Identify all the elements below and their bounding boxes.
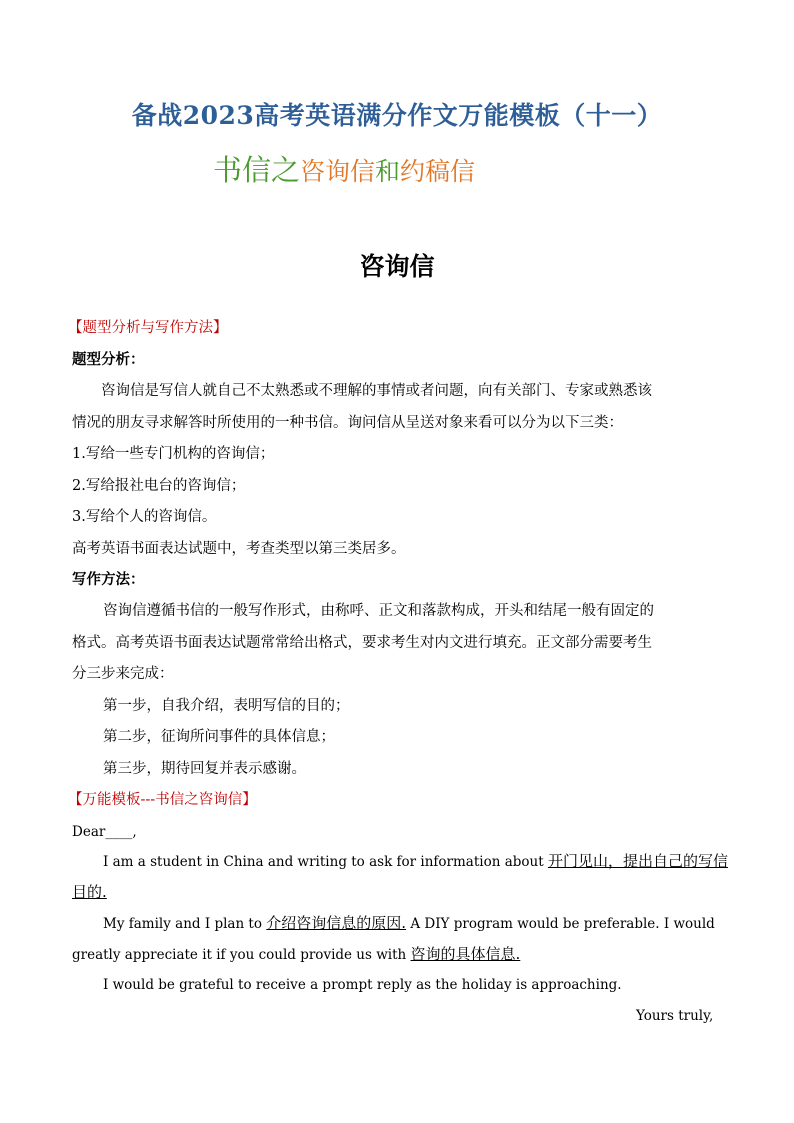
list-item-1: 1.写给一些专门机构的咨询信； (72, 446, 275, 462)
letter-signoff: Yours truly, (636, 1008, 714, 1024)
letter-line-1-placeholder: 开门见山，提出自己的写信 (547, 852, 728, 870)
letter-line-3 (103, 913, 715, 934)
analysis-paragraph-line-1: 咨询信是写信人就自己不太熟悉或不理解的事情或者问题，向有关部门、专家或熟悉该 (101, 383, 652, 399)
letter-line-3-rest: A DIY program would be preferable. I would (406, 916, 715, 932)
document-title: 备战2023高考英语满分作文万能模板（十一） (131, 101, 663, 130)
section-title: 咨询信 (359, 252, 435, 281)
letter-line-3-placeholder: 介绍咨询信息的原因. (266, 914, 407, 932)
letter-line-2-placeholder: 目的. (72, 883, 107, 901)
letter-line-3-text: My family and I plan to (103, 916, 267, 932)
letter-line-4-text: greatly appreciate it if you could provide us with (72, 947, 411, 963)
method-paragraph-line-3: 分三步来完成： (72, 666, 174, 682)
subtitle-part-1: 书信之 (213, 153, 301, 187)
document-subtitle (213, 148, 475, 189)
writing-method-label: 写作方法： (72, 571, 145, 588)
subtitle-part-2: 咨询信 (300, 157, 376, 186)
letter-line-4 (72, 944, 520, 965)
analysis-paragraph-line-2: 情况的朋友寻求解答时所使用的一种书信。询问信从呈送对象来看可以分为以下三类： (72, 415, 623, 431)
list-item-2: 2.写给报社电台的咨询信； (72, 478, 246, 494)
list-item-3: 3.写给个人的咨询信。 (72, 509, 217, 525)
letter-line-4-placeholder: 咨询的具体信息. (410, 945, 521, 963)
analysis-heading: 【题型分析与写作方法】 (68, 320, 228, 336)
analysis-note: 高考英语书面表达试题中，考查类型以第三类居多。 (72, 541, 406, 557)
method-paragraph-line-1: 咨询信遵循书信的一般写作形式，由称呼、正文和落款构成，开头和结尾一般有固定的 (103, 603, 654, 619)
template-heading: 【万能模板---书信之咨询信】 (68, 792, 257, 808)
step-1: 第一步，自我介绍，表明写信的目的； (103, 698, 350, 714)
step-3: 第三步，期待回复并表示感谢。 (103, 761, 306, 777)
letter-line-2 (72, 882, 107, 903)
subtitle-part-4: 约稿信 (400, 157, 476, 186)
type-analysis-label: 题型分析： (72, 351, 145, 368)
letter-greeting: Dear____, (72, 824, 137, 840)
letter-line-5: I would be grateful to receive a prompt reply as the holiday is approaching. (103, 977, 622, 993)
letter-line-1-text: I am a student in China and writing to ask for information about (103, 854, 548, 870)
letter-line-1 (103, 851, 728, 872)
subtitle-part-3: 和 (375, 157, 401, 186)
step-2: 第二步，征询所问事件的具体信息； (103, 729, 335, 745)
method-paragraph-line-2: 格式。高考英语书面表达试题常常给出格式，要求考生对内文进行填充。正文部分需要考生 (72, 635, 652, 651)
